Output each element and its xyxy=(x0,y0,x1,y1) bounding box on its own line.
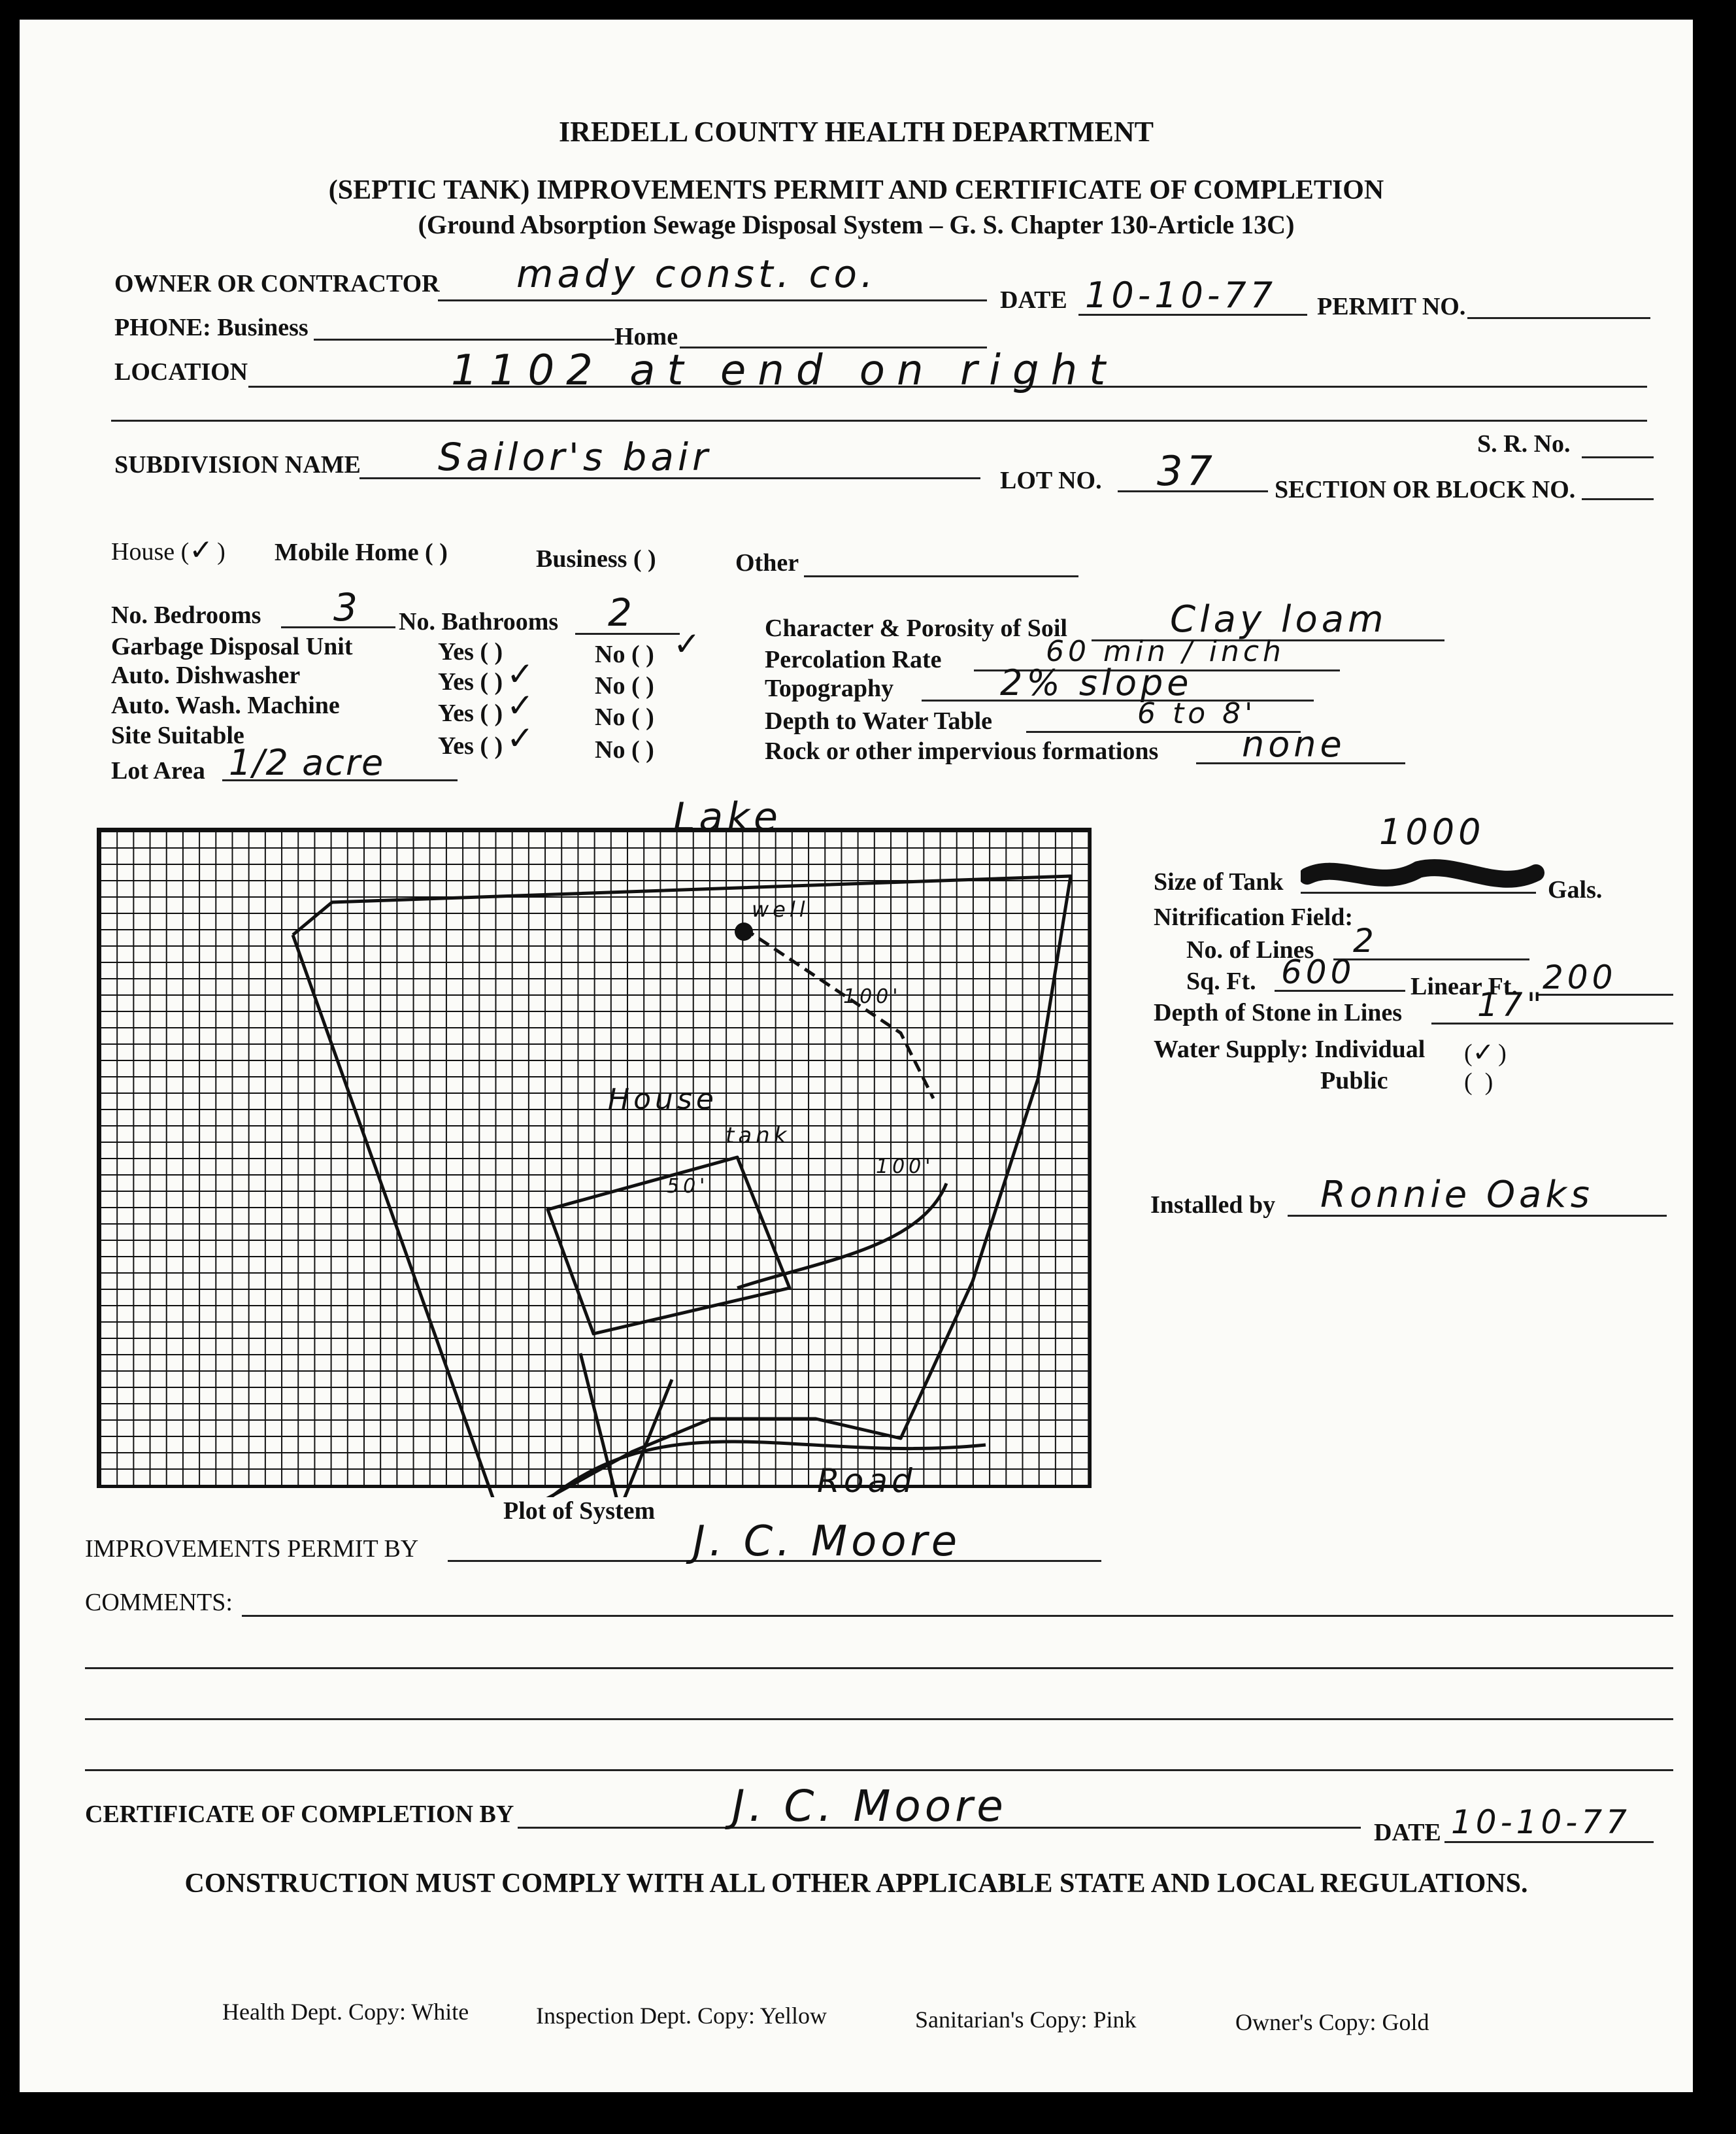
well-marker xyxy=(735,923,753,941)
water-supply-public-label: Public xyxy=(1320,1067,1388,1094)
certificate-date-label: DATE xyxy=(1374,1819,1441,1846)
compliance-notice: CONSTRUCTION MUST COMPLY WITH ALL OTHER APPLICABLE STATE AND LOCAL REGULATIONS. xyxy=(184,1869,1528,1899)
tank-size-scribble xyxy=(1301,856,1549,896)
stone-depth-value[interactable]: 17" xyxy=(1477,986,1546,1024)
tank-size-value[interactable]: 1000 xyxy=(1379,811,1485,853)
stone-depth-label: Depth of Stone in Lines xyxy=(1154,999,1403,1026)
house-label: House ( xyxy=(111,538,190,566)
percolation-value[interactable]: 60 min / inch xyxy=(1046,635,1285,668)
bathrooms-value[interactable]: 2 xyxy=(608,590,636,635)
bedrooms-label: No. Bedrooms xyxy=(111,601,261,629)
permit-by-label: IMPROVEMENTS PERMIT BY xyxy=(85,1535,419,1563)
section-line xyxy=(1582,498,1654,500)
other-option-label: Other xyxy=(735,549,799,577)
comments-line-2 xyxy=(85,1667,1673,1669)
lot-no-value[interactable]: 37 xyxy=(1157,447,1216,495)
rock-formations-value[interactable]: none xyxy=(1242,724,1346,765)
plot-well-label: well xyxy=(752,897,809,922)
copy-owner: Owner's Copy: Gold xyxy=(1235,2009,1429,2035)
comments-line-3 xyxy=(85,1718,1673,1720)
location-value[interactable]: 1102 at end on right xyxy=(451,347,1118,395)
no-of-lines-label: No. of Lines xyxy=(1186,936,1314,964)
sr-no-label: S. R. No. xyxy=(1477,430,1571,458)
business-option[interactable]: Business ( ) xyxy=(536,545,656,573)
phone-business-line xyxy=(314,339,614,341)
house-check-mark: ✓ xyxy=(189,534,218,567)
bathrooms-label: No. Bathrooms xyxy=(399,608,559,635)
location-label: LOCATION xyxy=(114,358,248,386)
certificate-date-value[interactable]: 10-10-77 xyxy=(1451,1803,1631,1841)
water-supply-public-checkbox[interactable]: ( ) xyxy=(1464,1068,1494,1096)
plot-distance-3: 50' xyxy=(667,1175,709,1198)
water-supply-individual-label: Water Supply: Individual xyxy=(1154,1036,1426,1063)
plot-lake-label: Lake xyxy=(673,794,782,840)
subdivision-label: SUBDIVISION NAME xyxy=(114,451,361,479)
dishwasher-label: Auto. Dishwasher xyxy=(111,662,301,689)
comments-label: COMMENTS: xyxy=(85,1589,233,1616)
linear-ft-label: Linear Ft. xyxy=(1410,973,1518,1000)
percolation-label: Percolation Rate xyxy=(765,646,942,673)
certificate-label: CERTIFICATE OF COMPLETION BY xyxy=(85,1801,514,1828)
lot-area-value[interactable]: 1/2 acre xyxy=(229,742,385,783)
installed-by-value[interactable]: Ronnie Oaks xyxy=(1320,1174,1594,1216)
dishwasher-yes[interactable]: Yes ( ) xyxy=(438,668,503,696)
drain-field-line xyxy=(580,1353,672,1497)
plot-tank-label: tank xyxy=(726,1123,791,1149)
washing-machine-label: Auto. Wash. Machine xyxy=(111,692,340,719)
sq-ft-value[interactable]: 600 xyxy=(1281,953,1356,991)
washing-machine-yes[interactable]: Yes ( ) xyxy=(438,700,503,727)
bedrooms-value[interactable]: 3 xyxy=(333,585,361,630)
phone-home-label: Home xyxy=(614,323,678,350)
garbage-no-check-mark: ✓ xyxy=(673,625,705,663)
lot-no-label: LOT NO. xyxy=(1000,467,1102,494)
individual-check-mark: ✓ xyxy=(1472,1038,1499,1068)
plot-road-label: Road xyxy=(817,1462,916,1500)
owner-line xyxy=(438,299,987,301)
installed-by-label: Installed by xyxy=(1150,1191,1276,1219)
garbage-yes[interactable]: Yes ( ) xyxy=(438,638,503,666)
house-close: ) xyxy=(217,538,225,566)
water-table-value[interactable]: 6 to 8' xyxy=(1137,697,1257,730)
copy-sanitarian: Sanitarian's Copy: Pink xyxy=(915,2007,1137,2033)
date-label: DATE xyxy=(1000,286,1067,314)
tank-size-label: Size of Tank xyxy=(1154,868,1284,896)
garbage-no[interactable]: No ( ) xyxy=(595,641,654,668)
washing-machine-yes-check-mark: ✓ xyxy=(507,686,538,724)
stone-depth-line xyxy=(1431,1023,1673,1025)
plot-house-label: House xyxy=(608,1083,718,1116)
road-curve xyxy=(528,1442,986,1500)
washing-machine-no[interactable]: No ( ) xyxy=(595,703,654,731)
well-line xyxy=(744,928,933,1098)
form-title: (SEPTIC TANK) IMPROVEMENTS PERMIT AND CERTIFICATE OF COMPLETION xyxy=(328,175,1384,205)
house-option[interactable] xyxy=(111,536,225,565)
topography-value[interactable]: 2% slope xyxy=(1000,662,1193,703)
plot-distance-1: 100' xyxy=(843,985,902,1008)
plot-distance-2: 100' xyxy=(876,1155,935,1178)
copy-health-dept: Health Dept. Copy: White xyxy=(222,1999,469,2025)
date-value[interactable]: 10-10-77 xyxy=(1085,275,1277,316)
site-suitable-yes[interactable]: Yes ( ) xyxy=(438,732,503,760)
comments-line-1 xyxy=(242,1615,1673,1617)
plot-sketch xyxy=(97,791,1090,1500)
site-suitable-label: Site Suitable xyxy=(111,722,244,749)
certificate-date-line xyxy=(1444,1841,1654,1843)
linear-ft-value[interactable]: 200 xyxy=(1543,958,1617,996)
garbage-disposal-label: Garbage Disposal Unit xyxy=(111,633,353,660)
comments-line-4 xyxy=(85,1769,1673,1771)
phone-business-label: PHONE: Business xyxy=(114,314,309,341)
rock-formations-label: Rock or other impervious formations xyxy=(765,737,1159,765)
dishwasher-no[interactable]: No ( ) xyxy=(595,672,654,700)
gals-label: Gals. xyxy=(1548,876,1603,904)
mobile-home-option[interactable]: Mobile Home ( ) xyxy=(275,539,448,566)
sr-no-line xyxy=(1582,456,1654,458)
soil-character-label: Character & Porosity of Soil xyxy=(765,615,1067,642)
other-line xyxy=(804,575,1078,577)
soil-character-value[interactable]: Clay loam xyxy=(1170,598,1388,641)
section-label: SECTION OR BLOCK NO. xyxy=(1275,476,1576,503)
permit-no-line xyxy=(1467,317,1650,319)
dishwasher-yes-check-mark: ✓ xyxy=(507,655,538,693)
nitrification-field-label: Nitrification Field: xyxy=(1154,904,1353,931)
site-suitable-no[interactable]: No ( ) xyxy=(595,736,654,764)
owner-value[interactable]: mady const. co. xyxy=(516,252,877,296)
permit-form xyxy=(20,20,1693,2092)
water-table-label: Depth to Water Table xyxy=(765,707,993,735)
site-suitable-yes-check-mark: ✓ xyxy=(507,719,538,757)
lot-area-label: Lot Area xyxy=(111,757,205,785)
owner-label: OWNER OR CONTRACTOR xyxy=(114,270,440,297)
water-supply-individual-checkbox[interactable]: (✓) xyxy=(1464,1038,1507,1068)
location-line-2 xyxy=(111,420,1647,422)
plot-caption: Plot of System xyxy=(503,1497,656,1525)
no-of-lines-value[interactable]: 2 xyxy=(1353,922,1378,960)
permit-no-label: PERMIT NO. xyxy=(1317,293,1466,320)
sq-ft-label: Sq. Ft. xyxy=(1186,968,1256,995)
copy-inspection-dept: Inspection Dept. Copy: Yellow xyxy=(536,2003,827,2029)
topography-label: Topography xyxy=(765,675,894,702)
department-heading: IREDELL COUNTY HEALTH DEPARTMENT xyxy=(559,116,1154,148)
permit-by-signature[interactable]: J. C. Moore xyxy=(693,1517,961,1566)
subdivision-value[interactable]: Sailor's bair xyxy=(438,435,712,479)
certificate-signature[interactable]: J. C. Moore xyxy=(732,1781,1007,1831)
form-subtitle: (Ground Absorption Sewage Disposal System – G. S. Chapter 130-Article 13C) xyxy=(418,210,1295,239)
